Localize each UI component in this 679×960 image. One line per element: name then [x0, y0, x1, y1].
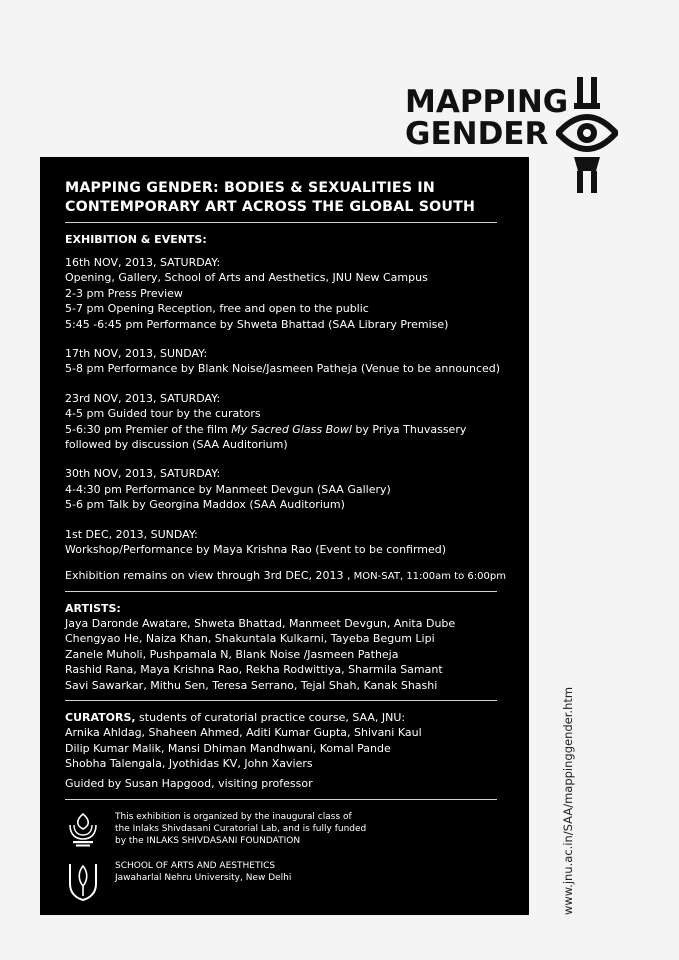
school-row: [65, 860, 291, 902]
event-line: followed by discussion (SAA Auditorium): [65, 438, 288, 452]
funding-line: This exhibition is organized by the inaugural class of: [115, 812, 352, 822]
artists-list: [65, 616, 497, 693]
event-block-5: [65, 527, 497, 558]
event-line-film: [65, 422, 497, 437]
university-name: Jawaharlal Nehru University, New Delhi: [115, 873, 292, 883]
exhibition-dates: [65, 568, 506, 584]
event-date: 30th NOV, 2013, SATURDAY:: [65, 467, 221, 481]
logo-wordmark: [405, 86, 568, 150]
curators-heading-rest: students of curatorial practice course, SAA, JNU:: [135, 710, 406, 724]
event-line: 5-6 pm Talk by Georgina Maddox (SAA Auditorium): [65, 498, 345, 512]
eye-figure-icon: [556, 77, 618, 193]
event-line: 4-4:30 pm Performance by Manmeet Devgun (SAA Gallery): [65, 482, 391, 496]
title-line-2: CONTEMPORARY ART ACROSS THE GLOBAL SOUTH: [65, 199, 476, 215]
event-date: 17th NOV, 2013, SUNDAY:: [65, 347, 208, 361]
film-title: My Sacred Glass Bowl: [231, 422, 352, 436]
event-line: 5-8 pm Performance by Blank Noise/Jasmeen Patheja (Venue to be announced): [65, 362, 501, 376]
film-pre: 5-6:30 pm Premier of the film: [65, 422, 232, 436]
artists-line: Jaya Daronde Awatare, Shweta Bhattad, Manmeet Devgun, Anita Dube: [65, 616, 456, 630]
funding-line: the Inlaks Shivdasani Curatorial Lab, and is fully funded: [115, 824, 367, 834]
curators-line: Dilip Kumar Malik, Mansi Dhiman Mandhwani, Komal Pande: [65, 741, 391, 755]
curators-line: Arnika Ahldag, Shaheen Ahmed, Aditi Kumar Gupta, Shivani Kaul: [65, 726, 422, 740]
curators-heading: [65, 710, 497, 725]
event-date: 16th NOV, 2013, SATURDAY:: [65, 256, 221, 269]
event-date: 1st DEC, 2013, SUNDAY:: [65, 527, 198, 541]
events-heading: EXHIBITION & EVENTS:: [65, 233, 207, 246]
logo-line-2: GENDER: [405, 116, 549, 152]
remains-main: Exhibition remains on view through 3rd DEC, 2013 ,: [65, 568, 351, 582]
website-url: [560, 686, 576, 915]
artists-heading: ARTISTS:: [65, 601, 121, 615]
artists-line: Rashid Rana, Maya Krishna Rao, Rekha Rodwittiya, Sharmila Samant: [65, 663, 443, 677]
artists-line: Zanele Muholi, Pushpamala N, Blank Noise /Jasmeen Patheja: [65, 647, 399, 661]
artists-line: Chengyao He, Naiza Khan, Shakuntala Kulkarni, Tayeba Begum Lipi: [65, 632, 435, 646]
jnu-emblem-icon: [65, 860, 101, 902]
event-line: 5-7 pm Opening Reception, free and open to the public: [65, 302, 369, 316]
curators-label: CURATORS,: [65, 710, 136, 724]
content-panel: [40, 157, 529, 915]
event-block-3: [65, 391, 497, 453]
remains-hours: MON-SAT, 11:00am to 6:00pm: [350, 570, 506, 582]
funding-line: by the INLAKS SHIVDASANI FOUNDATION: [115, 836, 301, 846]
title-line-1: MAPPING GENDER: BODIES & SEXUALITIES IN: [65, 180, 435, 196]
funding-text: [115, 811, 366, 847]
inlaks-foundation-logo-icon: [65, 811, 101, 847]
artists-line: Savi Sawarkar, Mithu Sen, Teresa Serrano, Tejal Shah, Kanak Shashi: [65, 678, 438, 692]
event-line: 5:45 -6:45 pm Performance by Shweta Bhattad (SAA Library Premise): [65, 317, 449, 331]
event-line: 2-3 pm Press Preview: [65, 286, 183, 300]
event-line: Opening, Gallery, School of Arts and Aesthetics, JNU New Campus: [65, 271, 428, 285]
film-post: by Priya Thuvassery: [351, 422, 467, 436]
event-line: Workshop/Performance by Maya Krishna Rao (Event to be confirmed): [65, 543, 447, 557]
exhibition-title: [65, 179, 497, 217]
guided-by: Guided by Susan Hapgood, visiting professor: [65, 776, 313, 790]
event-block-2: [65, 346, 501, 377]
school-text: [115, 860, 291, 884]
school-name: SCHOOL OF ARTS AND AESTHETICS: [115, 861, 276, 871]
logo-line-1: MAPPING: [405, 84, 569, 120]
curators-line: Shobha Talengala, Jyothidas KV, John Xaviers: [65, 757, 313, 771]
event-block-4: [65, 466, 497, 512]
url-text[interactable]: www.jnu.ac.in/SAA/mappinggender.htm: [561, 686, 575, 915]
event-block-1: [65, 255, 497, 332]
event-line: 4-5 pm Guided tour by the curators: [65, 407, 261, 421]
event-date: 23rd NOV, 2013, SATURDAY:: [65, 391, 221, 405]
divider: [65, 799, 497, 800]
funding-row: [65, 811, 366, 847]
